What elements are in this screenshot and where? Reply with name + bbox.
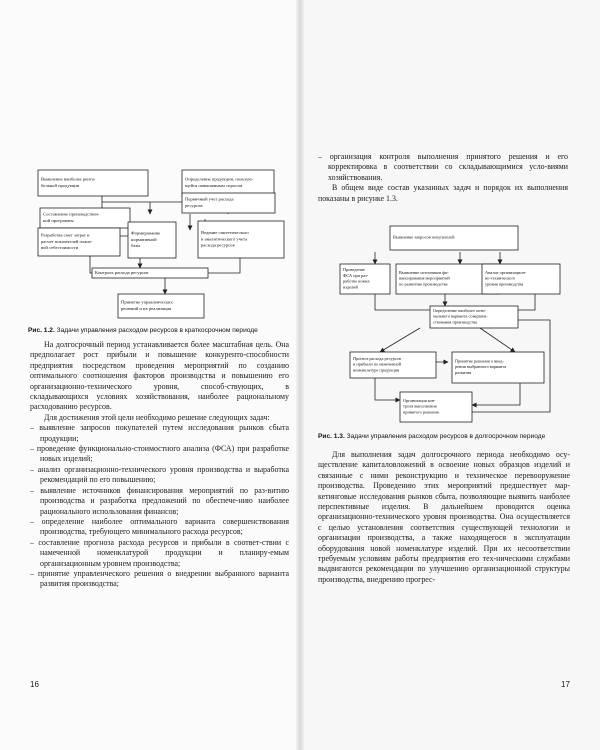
connector xyxy=(472,383,520,405)
diagram-box-text: но-технического xyxy=(485,275,516,281)
diagram-box-text: работке новых xyxy=(343,278,370,284)
caption-text: Задачи управления расходом ресурсов в краткосрочном периоде xyxy=(56,327,258,334)
list-item: – выявление источников финансирования мероприятий по раз-витию производства и разработка предложений по обеспече-нию наиболее рационального использования финансов; xyxy=(30,485,289,516)
diagram-box-text: Ведение синтетического xyxy=(201,230,249,236)
paragraph: Для достижения этой цели необходимо решение следующих задач: xyxy=(44,412,270,422)
diagram-box xyxy=(128,222,176,258)
diagram-box xyxy=(92,268,208,278)
task-list xyxy=(30,423,289,590)
diagram-box-text: и аналитического учета xyxy=(201,236,248,242)
list-item: – выявление запросов покупателей путем исследования рынков сбыта продукции; xyxy=(30,423,289,443)
diagram-box-text: Проведение xyxy=(343,266,365,272)
diagram-box-text: троля выполнения xyxy=(403,403,437,409)
list-item: – определение наиболее оптимального варианта совершенствования производства, требующего минимального расхода ресурсов; xyxy=(30,516,289,537)
diagram-box xyxy=(40,208,130,228)
diagram-box-text: решений и их реализация xyxy=(121,305,172,311)
diagram-box-text: Организация кон- xyxy=(403,397,436,403)
list-item: – принятие управленческого решения о внедрении выбранного варианта развития производства; xyxy=(30,568,289,589)
diagram-box xyxy=(198,221,284,258)
diagram-box-text: Прогноз расхода ресурсов xyxy=(353,355,401,361)
diagram-box xyxy=(182,193,275,213)
diagram-box xyxy=(38,228,120,256)
diagram-box-text: Анализ организацион- xyxy=(485,269,527,275)
diagram-box-text: Принятие управленческих xyxy=(121,299,173,305)
diagram-box-text: ФСА при раз- xyxy=(343,272,369,278)
list-item: – организация контроля выполнения принятого решения и его корректировка в соответствии со складывающимися усло-виями хозяйствования. xyxy=(318,152,568,182)
diagram-box-text: и прибыли по намеченной xyxy=(353,361,402,367)
page-number-left: 16 xyxy=(30,680,39,689)
diagram-box-text: бельной продукции xyxy=(41,182,80,188)
page-number-right: 17 xyxy=(561,680,570,689)
caption-number: Рис. 1.3. xyxy=(318,433,345,440)
caption-number: Рис. 1.2. xyxy=(28,327,55,334)
diagram-box-text: базы xyxy=(131,243,141,249)
connector xyxy=(375,294,430,310)
diagram-box-text: Выявление запросов покупателей xyxy=(393,234,455,240)
paragraph: На долгосрочный период устанавливается более масштабная цель. Она предполагает рост прибыли и повышение конкуренто-способности предприятия посредством проведения мероприятий по созданию оптимального соотношения факторов производства и повышению его организационно-технического уровня, способ-ствующих, в складывающихся условиях хозяйствования, наиболее рациональному расходованию ресурсов. xyxy=(30,340,289,412)
diagram-box-text: ствования производства xyxy=(433,319,477,325)
diagram-box-text: Формирование xyxy=(131,230,161,236)
diagram-box xyxy=(452,352,544,383)
diagram-box-text: Выявление наиболее рента- xyxy=(41,176,96,182)
figure-caption-1-3 xyxy=(318,433,545,440)
diagram-box-text: изделий xyxy=(343,284,358,290)
diagram-box-text: мального варианта совершен- xyxy=(433,313,488,319)
diagram-box-text: уровня производства xyxy=(485,281,524,287)
diagram-box-text: ной программы xyxy=(43,217,74,223)
diagram-box xyxy=(182,170,274,196)
diagram-box-text: расчет показателей плано- xyxy=(41,238,93,244)
connector xyxy=(380,328,420,352)
diagram-box-text: Принятие решения о внед- xyxy=(455,358,504,364)
diagram-box xyxy=(482,264,560,294)
diagram-short-term xyxy=(0,0,300,330)
diagram-long-term xyxy=(300,0,600,450)
list-item: – анализ организационно-технического уровня производства и выработка рекомендаций по его повышению; xyxy=(30,464,289,485)
diagram-box-text: щейся повышенным спросом xyxy=(185,182,243,188)
diagram-box xyxy=(430,306,518,328)
diagram-box xyxy=(400,392,472,422)
diagram-box-text: по развитию производства xyxy=(399,281,448,287)
list-item: – составление прогноза расхода ресурсов и прибыли в соответ-ствии с намеченной номенклатурой продукции и планиру-емым организационным уровнем производства; xyxy=(30,537,289,568)
diagram-box-text: ресурсов xyxy=(185,202,203,208)
connector xyxy=(480,328,515,352)
diagram-box xyxy=(118,294,204,318)
diagram-box-text: Контроль расхода ресурсов xyxy=(95,269,149,275)
diagram-box-text: Определение продукции, пользую- xyxy=(185,176,254,182)
paragraph: В общем виде состав указанных задач и порядок их выполнения показаны в рисунке 1.3. xyxy=(318,183,568,203)
diagram-box-text: Определение наиболее опти- xyxy=(433,307,486,313)
caption-text: Задачи управления расходом ресурсов в долгосрочном периоде xyxy=(346,433,546,440)
diagram-box-text: нансирования мероприятий xyxy=(399,275,450,281)
diagram-box xyxy=(38,170,148,196)
diagram-box-text: Разработка смет затрат и xyxy=(41,232,90,238)
diagram-box-text: развития xyxy=(455,370,472,376)
right-body-text xyxy=(318,450,570,585)
diagram-box-text: вой себестоимости xyxy=(41,245,79,251)
list-item: – проведение функционально-стоимостного анализа (ФСА) при разработке новых изделий; xyxy=(30,444,289,464)
diagram-box xyxy=(350,352,436,378)
diagram-box xyxy=(390,226,518,250)
left-body-text xyxy=(30,340,289,590)
diagram-box-text: Первичный учет расхода xyxy=(185,196,234,202)
diagram-box-text: Выявление источников фи- xyxy=(399,269,449,275)
diagram-box-text: расхода ресурсов xyxy=(201,242,235,248)
figure-caption-1-2 xyxy=(28,327,258,334)
diagram-box xyxy=(340,264,390,294)
diagram-box-text: номенклатуре продукции xyxy=(353,367,400,373)
paragraph: Для выполнения задач долгосрочного периода необходимо осу-ществление капиталовложений в освоение новых образцов изделий и связанные с ними реконструкцию и техническое перевооружение производства. Проведению этих мероприятий предшествует мар-кетинговые исследования рынков сбыта, позволяющие выявить наиболее перспективные изделия. В дальнейшем проводится оценка организационно-технического уровня производства. Она осуществляется с целью установления соответствия существующей технологии и организации производства, а также находящегося в эксплуатации оборудования новой номенклатуре изделий. При их несоответствии требуемым условиям работы предприятия его тех-ническими службами выдвигаются рекомендации по улучшению организационной структуры производства, внедрению прогрес- xyxy=(318,450,570,584)
diagram-box-text: рении выбранного варианта xyxy=(455,364,507,370)
diagram-box-text: нормативной xyxy=(131,236,157,242)
diagram-box-text: принятого решения xyxy=(403,409,439,415)
diagram-box-text: Составление производствен- xyxy=(43,211,100,217)
connector xyxy=(375,378,400,400)
